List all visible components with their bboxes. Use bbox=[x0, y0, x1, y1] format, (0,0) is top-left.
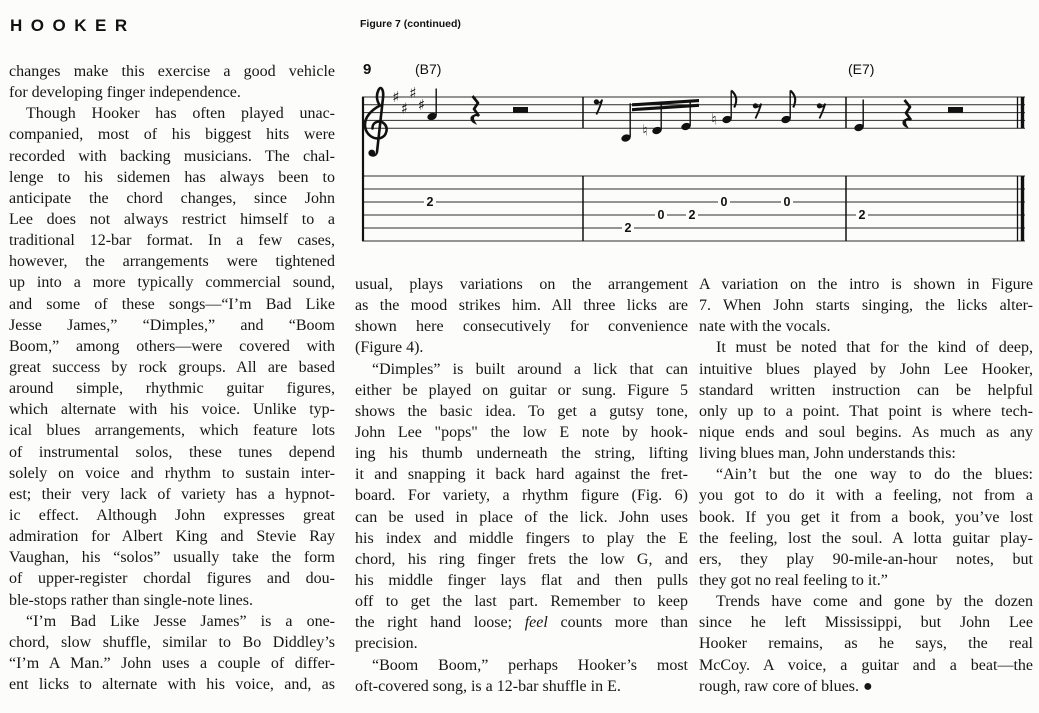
text-line: standard written instruction can be helpful bbox=[699, 381, 1033, 399]
text-line: ic effect. Although John expresses great bbox=[9, 506, 335, 524]
text-line: chord, his ring finger frets the low G, and bbox=[355, 550, 688, 568]
text-line: McCoy. A voice, a guitar and a beat—the bbox=[699, 656, 1033, 674]
text-line: Boom,” among others—were covered with bbox=[9, 337, 335, 355]
text-line: oft-covered song, is a 12-bar shuffle in E. bbox=[355, 677, 621, 695]
text-line: chord, slow shuffle, similar to Bo Diddley’s bbox=[9, 633, 335, 651]
text-line: as the mood strikes him. All three licks are bbox=[355, 297, 688, 315]
page-title: HOOKER bbox=[10, 16, 136, 35]
text-line: anticipate the chord changes, since John bbox=[9, 189, 335, 207]
text-line: nique ends and soul begins. As much as any bbox=[699, 423, 1033, 441]
text-line: usual, plays variations on the arrangement bbox=[355, 276, 688, 293]
sharp-sign: ♯ bbox=[417, 95, 426, 114]
text-line: however, the arrangements were tightened bbox=[9, 253, 335, 271]
text-line: “I’m Bad Like Jesse James” is a one- bbox=[26, 612, 335, 630]
text-line: book. If you get it from a book, you’ve lost bbox=[699, 508, 1033, 526]
text-line: A variation on the intro is shown in Figure bbox=[699, 276, 1033, 293]
text-line: shown here consecutively for convenience bbox=[355, 318, 688, 336]
text-line: “I’m A Man.” John uses a couple of differ- bbox=[9, 654, 335, 672]
measure-number: 9 bbox=[363, 61, 372, 78]
text-line: around simple, rhythmic guitar figures, bbox=[9, 380, 335, 398]
text-line: his index and middle fingers to play the E bbox=[355, 529, 688, 547]
chord-symbol-e7: (E7) bbox=[848, 61, 875, 77]
figure-caption: Figure 7 (continued) bbox=[360, 18, 461, 30]
chord-symbol-b7: (B7) bbox=[415, 61, 442, 77]
text-line: since he left Mississippi, but John Lee bbox=[699, 614, 1033, 632]
natural-sign: ♮ bbox=[642, 121, 648, 140]
text-line: traditional 12-bar format. In a few cases, bbox=[9, 232, 335, 250]
text-line: you got to do it with a feeling, not from a bbox=[699, 487, 1033, 505]
text-line: for developing finger independence. bbox=[9, 84, 241, 102]
fret-number: 0 bbox=[657, 208, 665, 222]
sharp-sign: ♯ bbox=[409, 84, 417, 103]
text-line: ing his thumb underneath the string, lifting bbox=[355, 445, 688, 463]
text-line: It must be noted that for the kind of deep, bbox=[716, 339, 1033, 357]
text-line: living blues man, John understands this: bbox=[699, 445, 956, 463]
fret-number: 2 bbox=[688, 208, 696, 222]
text-line: it and snapping it back hard against the fret- bbox=[355, 466, 688, 484]
text-column-2 bbox=[355, 274, 688, 697]
treble-clef-icon bbox=[368, 150, 375, 157]
fret-number: 0 bbox=[720, 195, 728, 209]
half-rest bbox=[948, 107, 963, 113]
text-line: (Figure 4). bbox=[355, 339, 424, 357]
text-line: the feeling, lost the soul. A lotta guitar play- bbox=[699, 529, 1033, 547]
text-line: of upper-register chordal figures and dou- bbox=[9, 570, 335, 588]
text-line: admiration for Albert King and Stevie Ray bbox=[9, 528, 335, 546]
text-column-3 bbox=[699, 274, 1033, 697]
text-line: his middle finger lays flat and then pulls bbox=[355, 571, 688, 589]
text-line: of instrumental solos, these tunes depend bbox=[9, 443, 335, 461]
text-line: either be played on guitar or sung. Figure 5 bbox=[355, 381, 688, 399]
text-line: rough, raw core of blues. ● bbox=[699, 677, 873, 695]
text-line: the right hand loose; feel counts more than bbox=[355, 614, 688, 632]
text-line: Lee does not always restrict himself to a bbox=[9, 210, 335, 228]
text-line: John Lee "pops" the low E note by hook- bbox=[355, 423, 688, 441]
fret-number: 2 bbox=[624, 221, 632, 235]
text-line: shows the basic idea. To get a gutsy tone, bbox=[355, 402, 688, 420]
text-line: up into a more typically commercial sound, bbox=[9, 274, 335, 292]
text-line: “Dimples” is built around a lick that can bbox=[372, 360, 688, 378]
natural-sign: ♮ bbox=[711, 110, 717, 129]
text-line: which alternate with his voice. Unlike typ- bbox=[9, 401, 335, 419]
text-line: nate with the vocals. bbox=[699, 318, 831, 336]
text-line: Vaughan, his “solos” usually take the form bbox=[9, 549, 335, 567]
text-line: precision. bbox=[355, 635, 418, 653]
sharp-sign: ♯ bbox=[392, 88, 400, 106]
text-line: “Ain’t but the one way to do the blues: bbox=[716, 466, 1033, 484]
text-line: ble-stops rather than single-note lines. bbox=[9, 591, 253, 609]
notation-layer bbox=[362, 84, 1025, 241]
text-line: solely on voice and rhythm to sustain inter- bbox=[9, 464, 335, 482]
text-column-1 bbox=[9, 61, 335, 695]
text-line: companied, most of his biggest hits were bbox=[9, 126, 335, 144]
fret-number: 2 bbox=[858, 208, 866, 222]
text-line: “Boom Boom,” perhaps Hooker’s most bbox=[372, 656, 688, 674]
fret-number: 2 bbox=[426, 195, 434, 209]
text-line: and some of these songs—“I’m Bad Like bbox=[9, 295, 335, 313]
quarter-rest bbox=[905, 100, 912, 120]
text-line: est; their very lack of variety has a hypnot- bbox=[9, 485, 335, 503]
text-line: recorded with backing musicians. The chal- bbox=[9, 147, 335, 165]
text-line: ical blues arrangements, which feature lots bbox=[9, 422, 335, 440]
sharp-sign: ♯ bbox=[400, 99, 409, 118]
text-line: intuitive blues played by John Lee Hooker, bbox=[699, 360, 1033, 378]
quarter-rest bbox=[903, 119, 911, 126]
text-line: ers, they play 90-mile-an-hour notes, but bbox=[699, 550, 1033, 568]
text-line: Hooker remains, as he says, the real bbox=[699, 635, 1033, 653]
text-line: they got no real feeling to it.” bbox=[699, 571, 888, 589]
text-line: Though Hooker has often played unac- bbox=[26, 105, 335, 123]
text-line: can be used in place of the lick. John uses bbox=[355, 508, 688, 526]
text-line: ent licks to alternate with his voice, and, as bbox=[9, 676, 335, 694]
fret-number: 0 bbox=[783, 195, 791, 209]
text-line: only up to a point. That point is where tech- bbox=[699, 402, 1033, 420]
text-line: lenge to his sidemen has always been to bbox=[9, 168, 335, 186]
text-line: great success by rock groups. All are based bbox=[9, 358, 335, 376]
text-line: Trends have come and gone by the dozen bbox=[716, 593, 1033, 611]
quarter-rest bbox=[471, 115, 479, 122]
half-rest bbox=[513, 107, 528, 113]
text-line: Jesse James,” “Dimples,” and “Boom bbox=[9, 316, 335, 334]
text-line: 7. When John starts singing, the licks alter- bbox=[699, 297, 1033, 315]
text-line: off to get the last part. Remember to keep bbox=[355, 593, 688, 611]
text-line: changes make this exercise a good vehicle bbox=[9, 63, 335, 80]
text-line: board. For variety, a rhythm figure (Fig. 6) bbox=[355, 487, 688, 505]
